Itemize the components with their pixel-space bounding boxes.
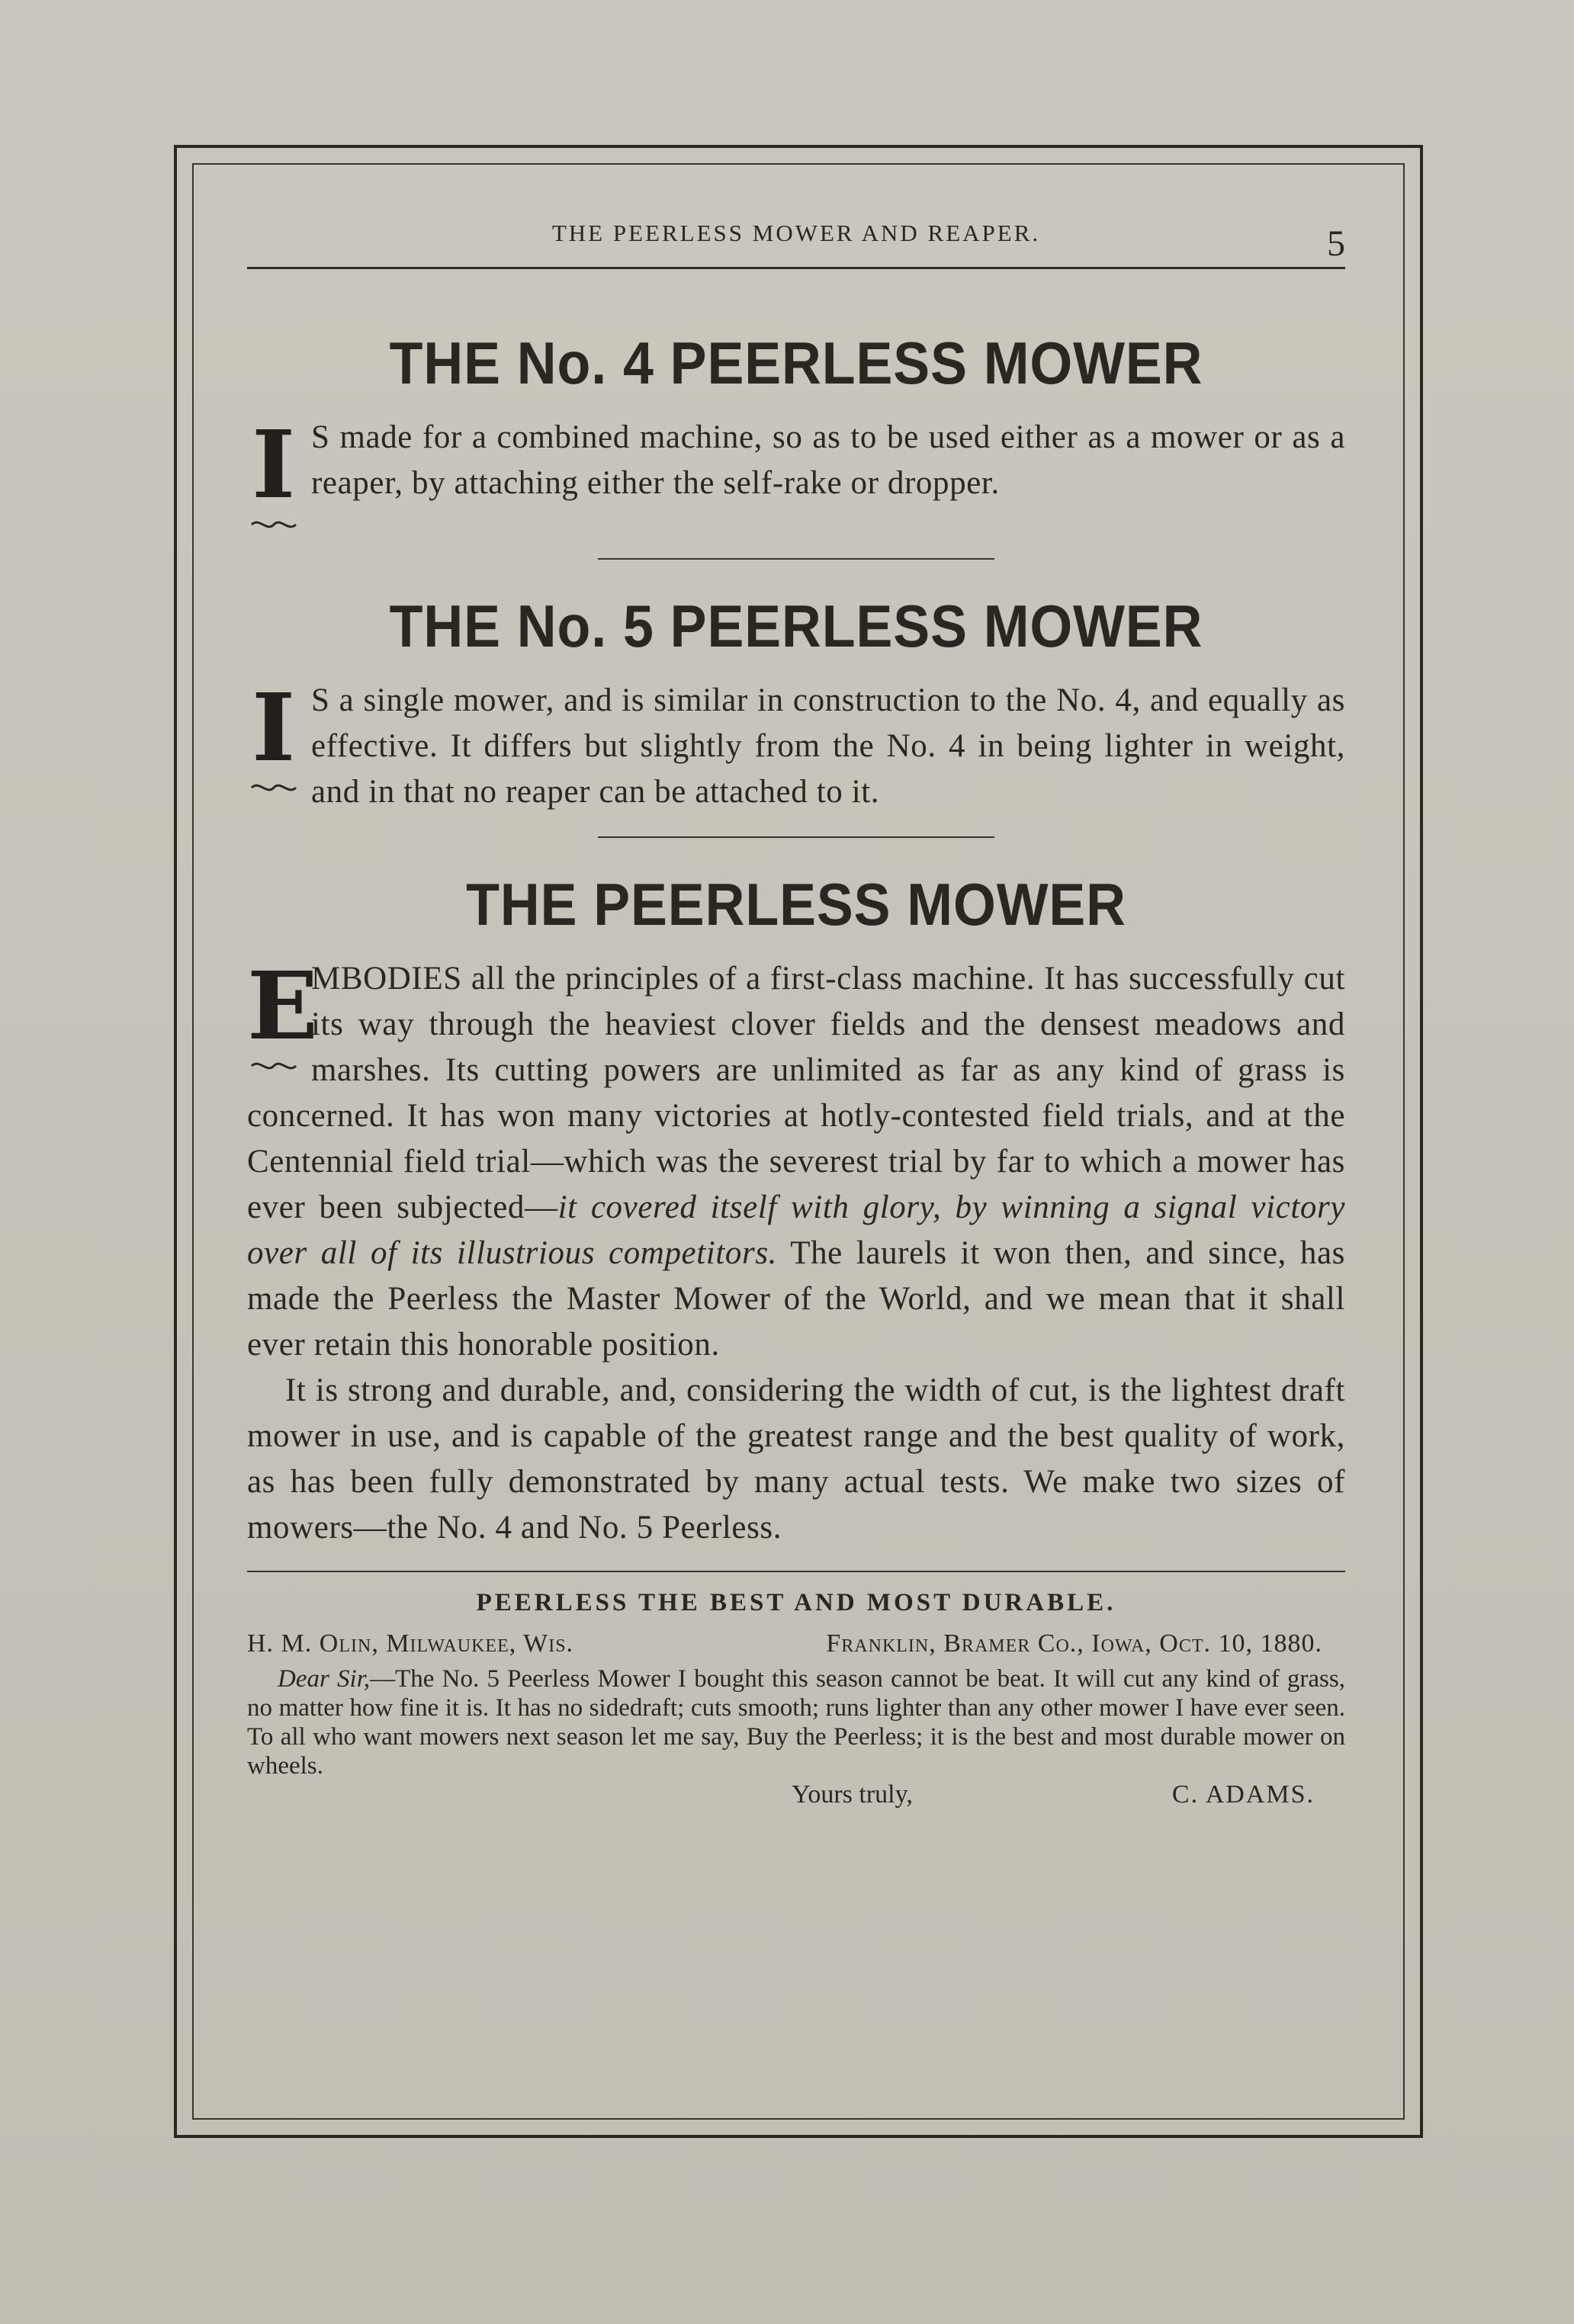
letter-header [247,1629,1345,1658]
heading-no5-mower: THE No. 5 PEERLESS MOWER [389,592,1203,660]
letter-greeting: Dear Sir, [278,1665,371,1693]
italic-claim: it covered itself with glory, by winning a signal victory over all of its illustrious competitors. [247,1189,1345,1271]
section-divider [598,836,994,838]
drop-cap-flourish-icon [249,780,299,795]
heading-peerless-mower: THE PEERLESS MOWER [466,871,1126,938]
page-number: 5 [1327,223,1345,264]
letter-body [247,1664,1345,1780]
paragraph-peerless-mower: E MBODIES all the principles of a first-class machine. It has successfully cut its way through the heaviest clover fields and the densest meadows and marshes. Its cutting powers are unlimited as far as any kind of grass is concerned. It has won many victories at hotly-contested field trials, and at the Centennial field trial—which was the severest trial by far to which a mower has ever been subjected—it covered itself with glory, by winning a signal victory over all of its illustrious competitors. The laurels it won then, and since, has made the Peerless the Master Mower of the World, and we mean that it shall ever retain this honorable position. [247,951,1346,1363]
drop-cap-i: I [247,681,300,795]
paragraph-no4-mower: I S made for a combined machine, so as to be used either as a mower or as a reaper, by attaching either the self-rake or dropper. [247,415,1345,506]
drop-cap-flourish-icon [249,517,299,532]
letter-signoff [247,1780,1345,1809]
drop-cap-e: E [247,959,300,1074]
letter-addressee: H. M. Olin, Milwaukee, Wis. [247,1629,574,1658]
letter-closing: Yours truly, [792,1780,913,1809]
heading-no4-mower: THE No. 4 PEERLESS MOWER [389,329,1203,396]
letter-text: —The No. 5 Peerless Mower I bought this season cannot be beat. It will cut any kind of grass, no matter how fine it is. It has no sidedraft; cuts smooth; runs lighter than any other mower I have ever seen. To all who want mowers next season let me say, Buy the Peerless; it is the best and most durable mower on wheels. [247,1665,1345,1780]
running-head-title: THE PEERLESS MOWER AND REAPER. [551,220,1041,246]
testimonial-divider [247,1571,1345,1572]
letter-signature: C. ADAMS. [1171,1780,1315,1809]
page-content [247,206,1345,2112]
testimonial-title: PEERLESS THE BEST AND MOST DURABLE. [476,1589,1116,1616]
drop-cap-flourish-icon [249,1058,299,1074]
letter-origin: Franklin, Bramer Co., Iowa, Oct. 10, 1880. [826,1629,1322,1658]
section-divider [598,558,994,560]
running-head [247,206,1345,269]
paragraph-peerless-details: It is strong and durable, and, considering the width of cut, is the lightest draft mower in use, and is capable of the greatest range and the best quality of work, as has been fully demonstrated by many actual tests. We make two sizes of mowers—the No. 4 and No. 5 Peerless. [247,1372,1345,1546]
drop-cap-i: I [247,418,300,532]
testimonial-letter [247,1589,1345,1809]
paragraph-no5-mower: I S a single mower, and is similar in construction to the No. 4, and equally as effective. It differs but slightly from the No. 4 in being lighter in weight, and in that no reaper can be attached to it. [247,678,1345,815]
